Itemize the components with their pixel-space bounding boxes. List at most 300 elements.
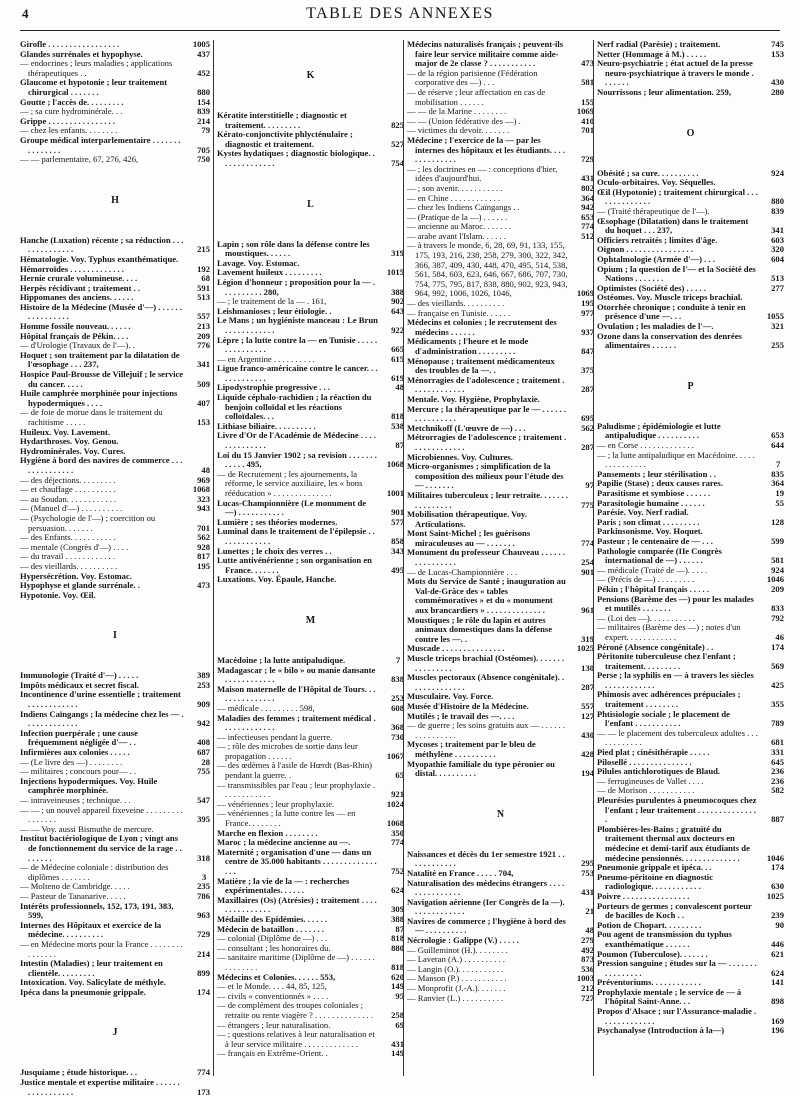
entry-term: Mobilisation thérapeutique. Voy. Articulations. <box>407 509 527 529</box>
entry-page-ref: 428 <box>581 748 594 759</box>
entry-term: Liquide céphalo-rachidien ; la réaction du benjoin colloïdal et les réactions colloïdales. . . <box>217 392 372 422</box>
index-entry <box>597 796 784 825</box>
index-entry <box>20 777 210 796</box>
index-entry <box>407 917 594 936</box>
entry-term: Indiens Caïngangs ; la médecine chez les — . . . . . . . . . . . . . <box>20 708 184 729</box>
entry-term: — de Lucas-Championnière . . . <box>407 566 518 577</box>
index-entry <box>217 149 404 168</box>
entry-page-ref: 431 <box>581 887 594 898</box>
entry-term: Ipéca dans la pneumonie grippale. <box>20 986 146 997</box>
entry-term: — française en Tunisie. . . . . . <box>407 307 511 318</box>
entry-term: Officiers retraités ; limites d'âge. <box>597 234 718 245</box>
entry-page-ref: 319 <box>581 633 594 644</box>
section-letter: H <box>111 194 119 206</box>
entry-page-ref: 97 <box>585 480 594 491</box>
entry-page-ref: 194 <box>581 768 594 779</box>
entry-page-ref: 174 <box>197 986 210 997</box>
entry-page-ref: 817 <box>197 551 210 562</box>
entry-term: — civils « conventionnés » . . . . <box>217 990 329 1001</box>
entry-term: Plombières-les-Bains ; gratuité du traitement thermal aux docteurs en médecine et demi-tarif aux étudiants de médecine pensionnés. . . . . . . . . . . . . . <box>597 823 750 863</box>
index-entry <box>217 316 404 335</box>
entry-page-ref: 752 <box>391 866 404 876</box>
entry-page-ref: 961 <box>581 605 594 616</box>
index-entry <box>217 527 404 546</box>
entry-page-ref: 1025 <box>576 643 594 654</box>
entry-page-ref: 527 <box>391 138 404 149</box>
entry-page-ref: 615 <box>391 353 404 364</box>
entry-page-ref: 838 <box>391 674 404 685</box>
entry-term: — de foie de morue dans le traitement du rachitisme . . . . . <box>20 407 163 427</box>
entry-page-ref: 425 <box>771 679 784 690</box>
index-entry <box>20 236 210 255</box>
entry-term: — de Morison . . . . . . . . . . . <box>597 785 695 796</box>
entry-term: — Molteno de Cambridge. . . . . <box>20 881 130 892</box>
entry-term: — Laveran (A.) . . . . . . . . . . <box>407 954 506 965</box>
entry-page-ref: 695 <box>581 413 594 424</box>
entry-term: — (Manuel d'—) . . . . . . . . . . <box>20 503 123 514</box>
entry-page-ref: 69 <box>395 1019 404 1030</box>
index-entry <box>217 896 404 915</box>
entry-page-ref: 681 <box>771 737 784 748</box>
entry-page-ref: 279 <box>581 935 594 946</box>
entry-term: Infection puerpérale ; une cause fréquemment négligée d'— . . <box>20 727 138 748</box>
entry-term: Mutilés ; le travail des —. . . . <box>407 710 515 721</box>
entry-term: — — de la Marine . . . . . . . . <box>407 106 507 117</box>
entry-page-ref: 591 <box>197 282 210 293</box>
index-entry <box>217 848 404 877</box>
entry-page-ref: 1068 <box>192 484 210 495</box>
entry-page-ref: 364 <box>581 192 594 203</box>
entry-page-ref: 789 <box>771 718 784 729</box>
page-number: 4 <box>22 6 29 21</box>
entry-page-ref: 287 <box>581 384 594 395</box>
entry-term: Ostéomes. Voy. Muscle triceps brachial. <box>597 292 743 303</box>
entry-page-ref: 253 <box>391 693 404 704</box>
entry-page-ref: 21 <box>585 906 594 917</box>
index-column-1 <box>20 39 210 1097</box>
entry-term: Oculo-orbitaires. Voy. Séquelles. <box>597 177 716 188</box>
entry-term: Médicaments ; l'heure et le mode d'administration . . . . . . . . . <box>407 336 529 356</box>
entry-term: — ; les doctrines en — : conceptions d'hier, idées d'aujourd'hui. <box>407 163 558 184</box>
entry-term: — mentale (Congrès d'—) . . . . <box>20 541 129 552</box>
entry-page-ref: 873 <box>581 954 594 965</box>
entry-term: Opium ; la question de l'— et la Société des Nations . . . . . . . <box>597 263 756 284</box>
entry-page-ref: 341 <box>771 225 784 236</box>
entry-page-ref: 323 <box>197 493 210 504</box>
entry-page-ref: 1069 <box>576 288 594 299</box>
entry-term: Métrorragies de l'adolescence ; traitement . . . . . . . . . . . . . <box>407 432 567 452</box>
index-entry <box>20 940 210 959</box>
entry-page-ref: 295 <box>581 858 594 869</box>
entry-term: Prophylaxie mentale ; le service de — à l'hôpital Saint-Anne. . . <box>597 986 742 1007</box>
entry-term: — et le Monde. . . . 44, 85, 125, <box>217 981 327 992</box>
index-entry <box>20 729 210 748</box>
entry-page-ref: 921 <box>391 789 404 800</box>
entry-page-ref: 774 <box>581 537 594 548</box>
entry-term: Infirmières aux colonies . . . . . <box>20 747 130 758</box>
entry-term: Marche en flexion . . . . . . . . <box>217 827 318 838</box>
entry-page-ref: 898 <box>771 996 784 1007</box>
index-entry <box>217 499 404 518</box>
entry-page-ref: 802 <box>581 182 594 193</box>
section-letter: M <box>305 614 316 626</box>
entry-term: Militaires tuberculeux ; leur retraite. . . . . . . . . . . . . . . . <box>407 489 568 510</box>
entry-page-ref: 513 <box>197 292 210 303</box>
entry-page-ref: 48 <box>201 464 210 475</box>
entry-term: Maladies des femmes ; traitement médical . . . . . . . . . . . . . <box>217 712 376 733</box>
entry-page-ref: 1025 <box>766 890 784 901</box>
entry-page-ref: 388 <box>391 913 404 924</box>
index-entry <box>407 337 594 356</box>
entry-page-ref: 536 <box>581 963 594 974</box>
entry-page-ref: 754 <box>391 157 404 168</box>
entry-page-ref: 87 <box>395 923 404 934</box>
entry-term: — colonial (Diplôme de —) . . . <box>217 933 328 944</box>
entry-term: Pneumonie grippale et ipéca. . . <box>597 862 712 873</box>
entry-term: — Ranvier (L.) . . . . . . . . . . <box>407 992 504 1003</box>
entry-term: Moustiques ; le rôle du lapin et autres animaux domestiques dans la défense contre les —. . <box>407 614 553 644</box>
entry-term: Glandes surrénales et hypophyse. <box>20 48 143 59</box>
entry-term: Psychanalyse (Introduction à la—) <box>597 1025 725 1036</box>
entry-term: Lavage. Voy. Estomac. <box>217 257 300 268</box>
entry-term: Lutte antivénérienne ; son organisation en France. . . . . . . <box>217 555 372 575</box>
entry-page-ref: 153 <box>771 48 784 59</box>
entry-term: Papilie (Stase) ; deux causes rares. <box>597 478 723 489</box>
entry-page-ref: 621 <box>771 948 784 959</box>
index-entry <box>20 456 210 475</box>
entry-term: — en Argentine . . . . . . . . . . <box>217 353 315 364</box>
index-entry <box>407 616 594 645</box>
entry-term: — endocrines ; leurs maladies ; applications thérapeutiques . . <box>20 58 173 78</box>
entry-term: Lithiase biliaire. . . . . . . . . . <box>217 420 316 431</box>
entry-term: — (Le livre des —) . . . . . . . . <box>20 756 123 767</box>
index-entry <box>407 136 594 165</box>
entry-page-ref: 943 <box>197 503 210 514</box>
entry-term: Huileux. Voy. Lavement. <box>20 426 111 437</box>
entry-page-ref: 924 <box>771 564 784 575</box>
index-entry <box>407 850 594 869</box>
entry-page-ref: 192 <box>197 263 210 274</box>
index-entry <box>597 88 784 98</box>
index-entry <box>597 729 784 748</box>
entry-page-ref: 90 <box>775 919 784 930</box>
entry-term: Médecine ; l'exercice de la — par les internes des hôpitaux et les étudiants. . . . . . . . . . . . . . <box>407 134 565 165</box>
entry-page-ref: 619 <box>391 372 404 383</box>
entry-term: — en Chine . . . . . . . . . . . . <box>407 192 501 203</box>
entry-page-ref: 581 <box>581 77 594 88</box>
entry-page-ref: 899 <box>197 967 210 978</box>
entry-page-ref: 774 <box>581 221 594 232</box>
entry-term: Internes des Hôpitaux et exercice de la médecine. . . . . . . . . . <box>20 919 162 940</box>
index-entry <box>597 652 784 671</box>
entry-page-ref: 95 <box>395 990 404 1001</box>
entry-page-ref: 495 <box>391 564 404 575</box>
entry-page-ref: 880 <box>197 86 210 97</box>
entry-page-ref: 557 <box>197 311 210 322</box>
entry-page-ref: 1003 <box>576 973 594 984</box>
entry-term: Médecins naturalisés français ; peuvent-ils faire leur service militaire comme aide-major de 2e classe ? . . . . . . . . . . . <box>407 39 564 69</box>
entry-term: — Monprofit (J.-A.). . . . . . . <box>407 983 506 994</box>
entry-term: Huile camphrée morphinée pour injections hypodermiques . . . . <box>20 388 178 408</box>
entry-page-ref: 582 <box>771 785 784 796</box>
entry-term: Maison maternelle de l'Hôpital de Tours. . . . . . . . . . . . . . . <box>217 683 376 704</box>
index-entry <box>20 303 210 322</box>
entry-page-ref: 446 <box>771 938 784 949</box>
entry-page-ref: 196 <box>771 1025 784 1036</box>
entry-page-ref: 431 <box>581 173 594 184</box>
entry-page-ref: 630 <box>771 881 784 892</box>
entry-term: — sanitaire maritime (Diplôme de —) . . . . . . . . . . . . . . <box>217 952 375 972</box>
entry-term: Musée d'Histoire de la Médecine. <box>407 700 529 711</box>
entry-page-ref: 847 <box>581 346 594 356</box>
entry-page-ref: 509 <box>197 378 210 389</box>
entry-term: Monument du professeur Chauveau . . . . . . . . . . . . . . . . <box>407 547 565 568</box>
index-entry <box>407 165 594 184</box>
entry-term: Le Mans ; un hygiéniste manceau : Le Brun . . . . . . . . . . . . <box>217 315 378 335</box>
header-rule <box>20 30 780 31</box>
entry-page-ref: 687 <box>197 747 210 758</box>
entry-page-ref: 753 <box>581 867 594 878</box>
entry-term: — de réserve ; leur affectation en cas de mobilisation . . . . . . <box>407 86 546 107</box>
entry-page-ref: 430 <box>771 77 784 88</box>
entry-term: Natalité en France . . . . . 704, <box>407 867 514 878</box>
entry-term: Pansements ; leur stérilisation . . <box>597 468 716 479</box>
entry-term: Justice mentale et expertise militaire . . . . . . . . . . . . . . . . . <box>20 1077 180 1097</box>
index-entry <box>597 217 784 236</box>
index-entry <box>217 470 404 499</box>
entry-term: — chez les enfants. . . . . . . . <box>20 125 118 136</box>
entry-term: Nerf radial (Parésie) ; traitement. <box>597 39 721 49</box>
entry-page-ref: 581 <box>771 555 784 566</box>
section-letter: L <box>307 198 314 210</box>
entry-term: Muscles pectoraux (Absence congénitale). . . . . . . . . . . . . . <box>407 672 565 692</box>
entry-term: — ferrugineuses de Vallet . . . . <box>597 775 704 786</box>
entry-page-ref: 173 <box>197 1086 210 1097</box>
index-entry <box>217 336 404 355</box>
entry-term: Propos d'Alsace ; sur l'Assurance-maladie . . . . . . . . . . . . . <box>597 1006 757 1026</box>
entry-page-ref: 254 <box>581 557 594 568</box>
entry-term: Ménopause ; traitement médicamenteux des troubles de la —. . <box>407 355 555 376</box>
index-entry <box>217 877 404 896</box>
entry-page-ref: 513 <box>771 273 784 284</box>
entry-term: Jusquiame ; étude historique. . . <box>20 1067 137 1078</box>
entry-page-ref: 65 <box>395 770 404 781</box>
index-entry <box>20 591 210 601</box>
entry-page-ref: 209 <box>771 583 784 594</box>
entry-term: — transmissibles par l'eau ; leur prophylaxie . . . . . . . . . . . . <box>217 779 376 800</box>
entry-term: — ; rôle des microbes de sortie dans leur propagation . . . . . . <box>217 741 358 761</box>
entry-page-ref: 87 <box>395 440 404 451</box>
entry-term: Micro-organismes ; simplification de la composition des milieux pour l'étude des — . . . . . . . <box>407 461 564 491</box>
entry-page-ref: 1005 <box>192 39 210 49</box>
entry-term: — (Loi des —). . . . . . . . . . . <box>597 612 695 623</box>
entry-page-ref: 255 <box>771 340 784 351</box>
index-entry <box>597 902 784 921</box>
index-entry <box>597 690 784 709</box>
index-entry <box>407 40 594 69</box>
entry-term: Leishmanioses ; leur étiologie. . <box>217 305 332 316</box>
entry-term: — médicale (Traité de —). . . . . <box>597 564 708 575</box>
entry-term: Parasitisme et symbiose . . . . . . <box>597 488 711 498</box>
entry-page-ref: 653 <box>771 430 784 441</box>
entry-page-ref: 901 <box>391 507 404 518</box>
entry-term: — arabe avant l'Islam. . . . . . <box>407 230 506 241</box>
entry-page-ref: 214 <box>197 948 210 959</box>
entry-term: Optimistes (Société des) . . . . . <box>597 282 706 293</box>
entry-page-ref: 212 <box>581 983 594 994</box>
entry-page-ref: 258 <box>391 1009 404 1020</box>
entry-page-ref: 235 <box>197 881 210 892</box>
entry-term: — de Recrutement ; les ajournements, la réforme, le service auxiliaire, les « bons rééducation » . . . . . . . . . . . . . . <box>217 468 363 498</box>
entry-page-ref: 430 <box>581 729 594 740</box>
entry-term: Hernie crurale volumineuse. . . . <box>20 273 138 284</box>
index-entry <box>407 740 594 759</box>
entry-term: Œsophage (Dilatation) dans le traitement du hoquet . . . 237, <box>597 215 749 236</box>
entry-page-ref: 350 <box>391 827 404 838</box>
entry-page-ref: 174 <box>771 862 784 873</box>
entry-page-ref: 562 <box>197 532 210 543</box>
entry-term: Otorrhée chronique ; conduite à tenir en présence d'une —. . . <box>597 301 746 322</box>
index-entry <box>597 1007 784 1026</box>
entry-page-ref: 569 <box>771 660 784 671</box>
index-entry <box>20 59 210 78</box>
entry-term: Maroc ; la médecine ancienne au —. <box>217 837 351 848</box>
entry-term: Hippomanes des anciens. . . . . . <box>20 292 134 303</box>
index-entry <box>407 433 594 452</box>
index-entry <box>217 809 404 828</box>
entry-term: Nourrissons ; leur alimentation. 259, <box>597 86 732 97</box>
entry-term: Pensions (Barème des —) pour les malades et mutilés . . . . . . . <box>597 593 754 614</box>
entry-term: Ozone dans la conservation des denrées alimentaires . . . . . . <box>597 330 742 351</box>
entry-page-ref: 68 <box>201 273 210 284</box>
entry-term: — (Précis de —) . . . . . . . . . <box>597 574 695 585</box>
index-entry <box>20 370 210 389</box>
entry-term: Maternité ; organisation d'une — dans un centre de 35.000 habitants . . . . . . . . . . . . . . . . <box>217 846 377 876</box>
entry-page-ref: 280 <box>771 86 784 97</box>
index-column-2 <box>213 40 404 1076</box>
entry-page-ref: 331 <box>771 747 784 758</box>
entry-term: — français en Extrême-Orient. . <box>217 1048 328 1059</box>
entry-term: — d'Urologie (Travaux de l'—). . <box>20 340 135 351</box>
index-entry <box>20 921 210 940</box>
entry-term: Lumière ; ses théories modernes. <box>217 516 338 527</box>
entry-term: — ; le traitement de la — . 161, <box>217 296 327 307</box>
entry-page-ref: 492 <box>581 944 594 955</box>
entry-term: Pékin ; l'hôpital français . . . . . <box>597 583 709 594</box>
page-header <box>0 0 800 38</box>
entry-term: — militaires ; concours pour— . . <box>20 766 136 777</box>
entry-term: Obésité ; sa cure. . . . . . . . . . <box>597 167 699 178</box>
entry-page-ref: 839 <box>197 106 210 117</box>
index-entry <box>597 671 784 690</box>
entry-page-ref: 1046 <box>766 852 784 863</box>
entry-term: Ligue franco-américaine contre le cancer. . . . . . . . . . . . . <box>217 363 378 383</box>
entry-page-ref: 287 <box>581 681 594 692</box>
index-entry <box>217 575 404 585</box>
index-entry <box>407 318 594 337</box>
entry-term: — étrangers ; leur naturalisation. <box>217 1019 331 1030</box>
entry-page-ref: 792 <box>771 612 784 623</box>
entry-page-ref: 214 <box>197 115 210 126</box>
entry-page-ref: 213 <box>197 321 210 332</box>
entry-page-ref: 195 <box>581 298 594 309</box>
index-entry <box>217 685 404 704</box>
entry-term: Muscle triceps brachial (Ostéomes). . . . . . . . . . . . . . . . <box>407 653 565 673</box>
entry-page-ref: 155 <box>581 96 594 107</box>
index-entry <box>20 959 210 978</box>
entry-term: Lavement huileux . . . . . . . . . <box>217 267 322 278</box>
section-letter: K <box>306 70 315 81</box>
entry-page-ref: 833 <box>771 603 784 614</box>
entry-page-ref: 745 <box>771 39 784 49</box>
index-entry <box>407 654 594 673</box>
index-entry <box>597 547 784 566</box>
entry-term: — — ; un nouvel appareil fixeveine . . . . . . . . . . . . . . . . <box>20 804 183 825</box>
index-entry <box>597 595 784 614</box>
entry-term: Lapin ; son rôle dans la défense contre les moustiques. . . . . . <box>217 238 370 259</box>
index-entry <box>407 88 594 107</box>
index-entry <box>407 357 594 376</box>
entry-term: Macédoine ; la lutte antipaludique. <box>217 654 346 665</box>
index-entry: — de Médecine coloniale : distribution des diplômes . . . . . . . 3 <box>20 862 207 882</box>
index-entry <box>217 1049 404 1059</box>
entry-term: Perse ; la syphilis en — à travers les siècles . . . . . . . . . . . . <box>597 670 754 690</box>
entry-page-ref: 1068 <box>386 459 404 470</box>
entry-page-ref: 236 <box>771 775 784 786</box>
index-entry: — ; la lutte antipaludique en Macédoine. . . . . . . . . . . . . . . 7 <box>597 449 781 470</box>
entry-page-ref: 538 <box>391 420 404 431</box>
entry-term: Metchnikoff (L'œuvre de —) . . . <box>407 422 526 433</box>
entry-term: — ; son avenir. . . . . . . . . . . <box>407 182 503 193</box>
entry-term: — militaires (Barème des —) ; notes d'un expert. . . . . . . . . . . . <box>597 622 741 642</box>
entry-term: — de la région parisienne (Fédération corporative des —) . . . <box>407 67 538 88</box>
entry-term: Loi du 15 Janvier 1902 ; sa revision . . . . . . . . . . . . 495, <box>217 449 377 470</box>
index-entry <box>407 241 594 299</box>
entry-term: Mont Saint-Michel ; les guérisons miraculeuses au — . . . . . . . <box>407 528 531 548</box>
entry-page-ref: 437 <box>197 48 210 59</box>
entry-term: Lucas-Championnière (Le monument de —) . . . . . . . . . . . <box>217 497 367 518</box>
section-letter: I <box>113 630 117 642</box>
entry-page-ref: 776 <box>197 340 210 351</box>
entry-page-ref: 818 <box>391 411 404 422</box>
entry-term: Naissances et décès du 1er semestre 1921 . . . . . . . . . . . . <box>407 848 565 869</box>
entry-term: Kystes hydatiques ; diagnostic biologique. . . . . . . . . . . . . . <box>217 148 375 168</box>
entry-term: — des œdèmes à l'asile de Hœrdt (Bas-Rhin) pendant la guerre. . <box>217 760 373 781</box>
entry-term: Médaille des Epidémies. . . . . . <box>217 913 328 924</box>
entry-term: Herpès récidivant ; traitement . . <box>20 282 141 293</box>
entry-term: Oignon . . . . . . . . . . . . . . . . <box>597 244 693 255</box>
entry-page-ref: 431 <box>391 1038 404 1049</box>
entry-term: Médecins et colonies ; le recrutement des médecins . . . . . . <box>407 317 557 337</box>
entry-term: Mots du Service de Santé ; inauguration au Val-de-Grâce des « tables commémoratives » et du « monument aux brancardiers » . . . . . . . . . . . . . . <box>407 576 566 616</box>
index-entry <box>597 422 784 441</box>
entry-page-ref: 309 <box>391 904 404 915</box>
entry-page-ref: 750 <box>197 154 210 165</box>
entry-term: Légion d'honneur ; proposition pour la — . . . . . . . . . . 280, <box>217 276 376 297</box>
entry-term: — — (Union fédérative des —) . <box>407 115 521 126</box>
entry-term: Lèpre ; la lutte contre la — en Tunisie . . . . . . . . . . . . . . . <box>217 334 378 355</box>
entry-page-ref: 835 <box>771 468 784 479</box>
entry-term: — du travail . . . . . . . . . . . . <box>20 551 115 562</box>
entry-term: Livre d'Or de l'Académie de Médecine . . . . . . . . . . . . . . <box>217 430 376 451</box>
index-entry <box>407 405 594 424</box>
entry-term: Poumon (Tuberculose). . . . . . . <box>597 948 708 959</box>
entry-page-ref: 557 <box>581 700 594 711</box>
entry-term: — ; la lutte antipaludique en Macédoine. . . . . . . . . . . . . . . <box>597 449 755 470</box>
entry-term: Potion de Chopart. . . . . . . . . <box>597 919 702 930</box>
entry-page-ref: 319 <box>391 248 404 259</box>
entry-term: — médicale . . . . . . . . . 598, <box>217 702 315 713</box>
